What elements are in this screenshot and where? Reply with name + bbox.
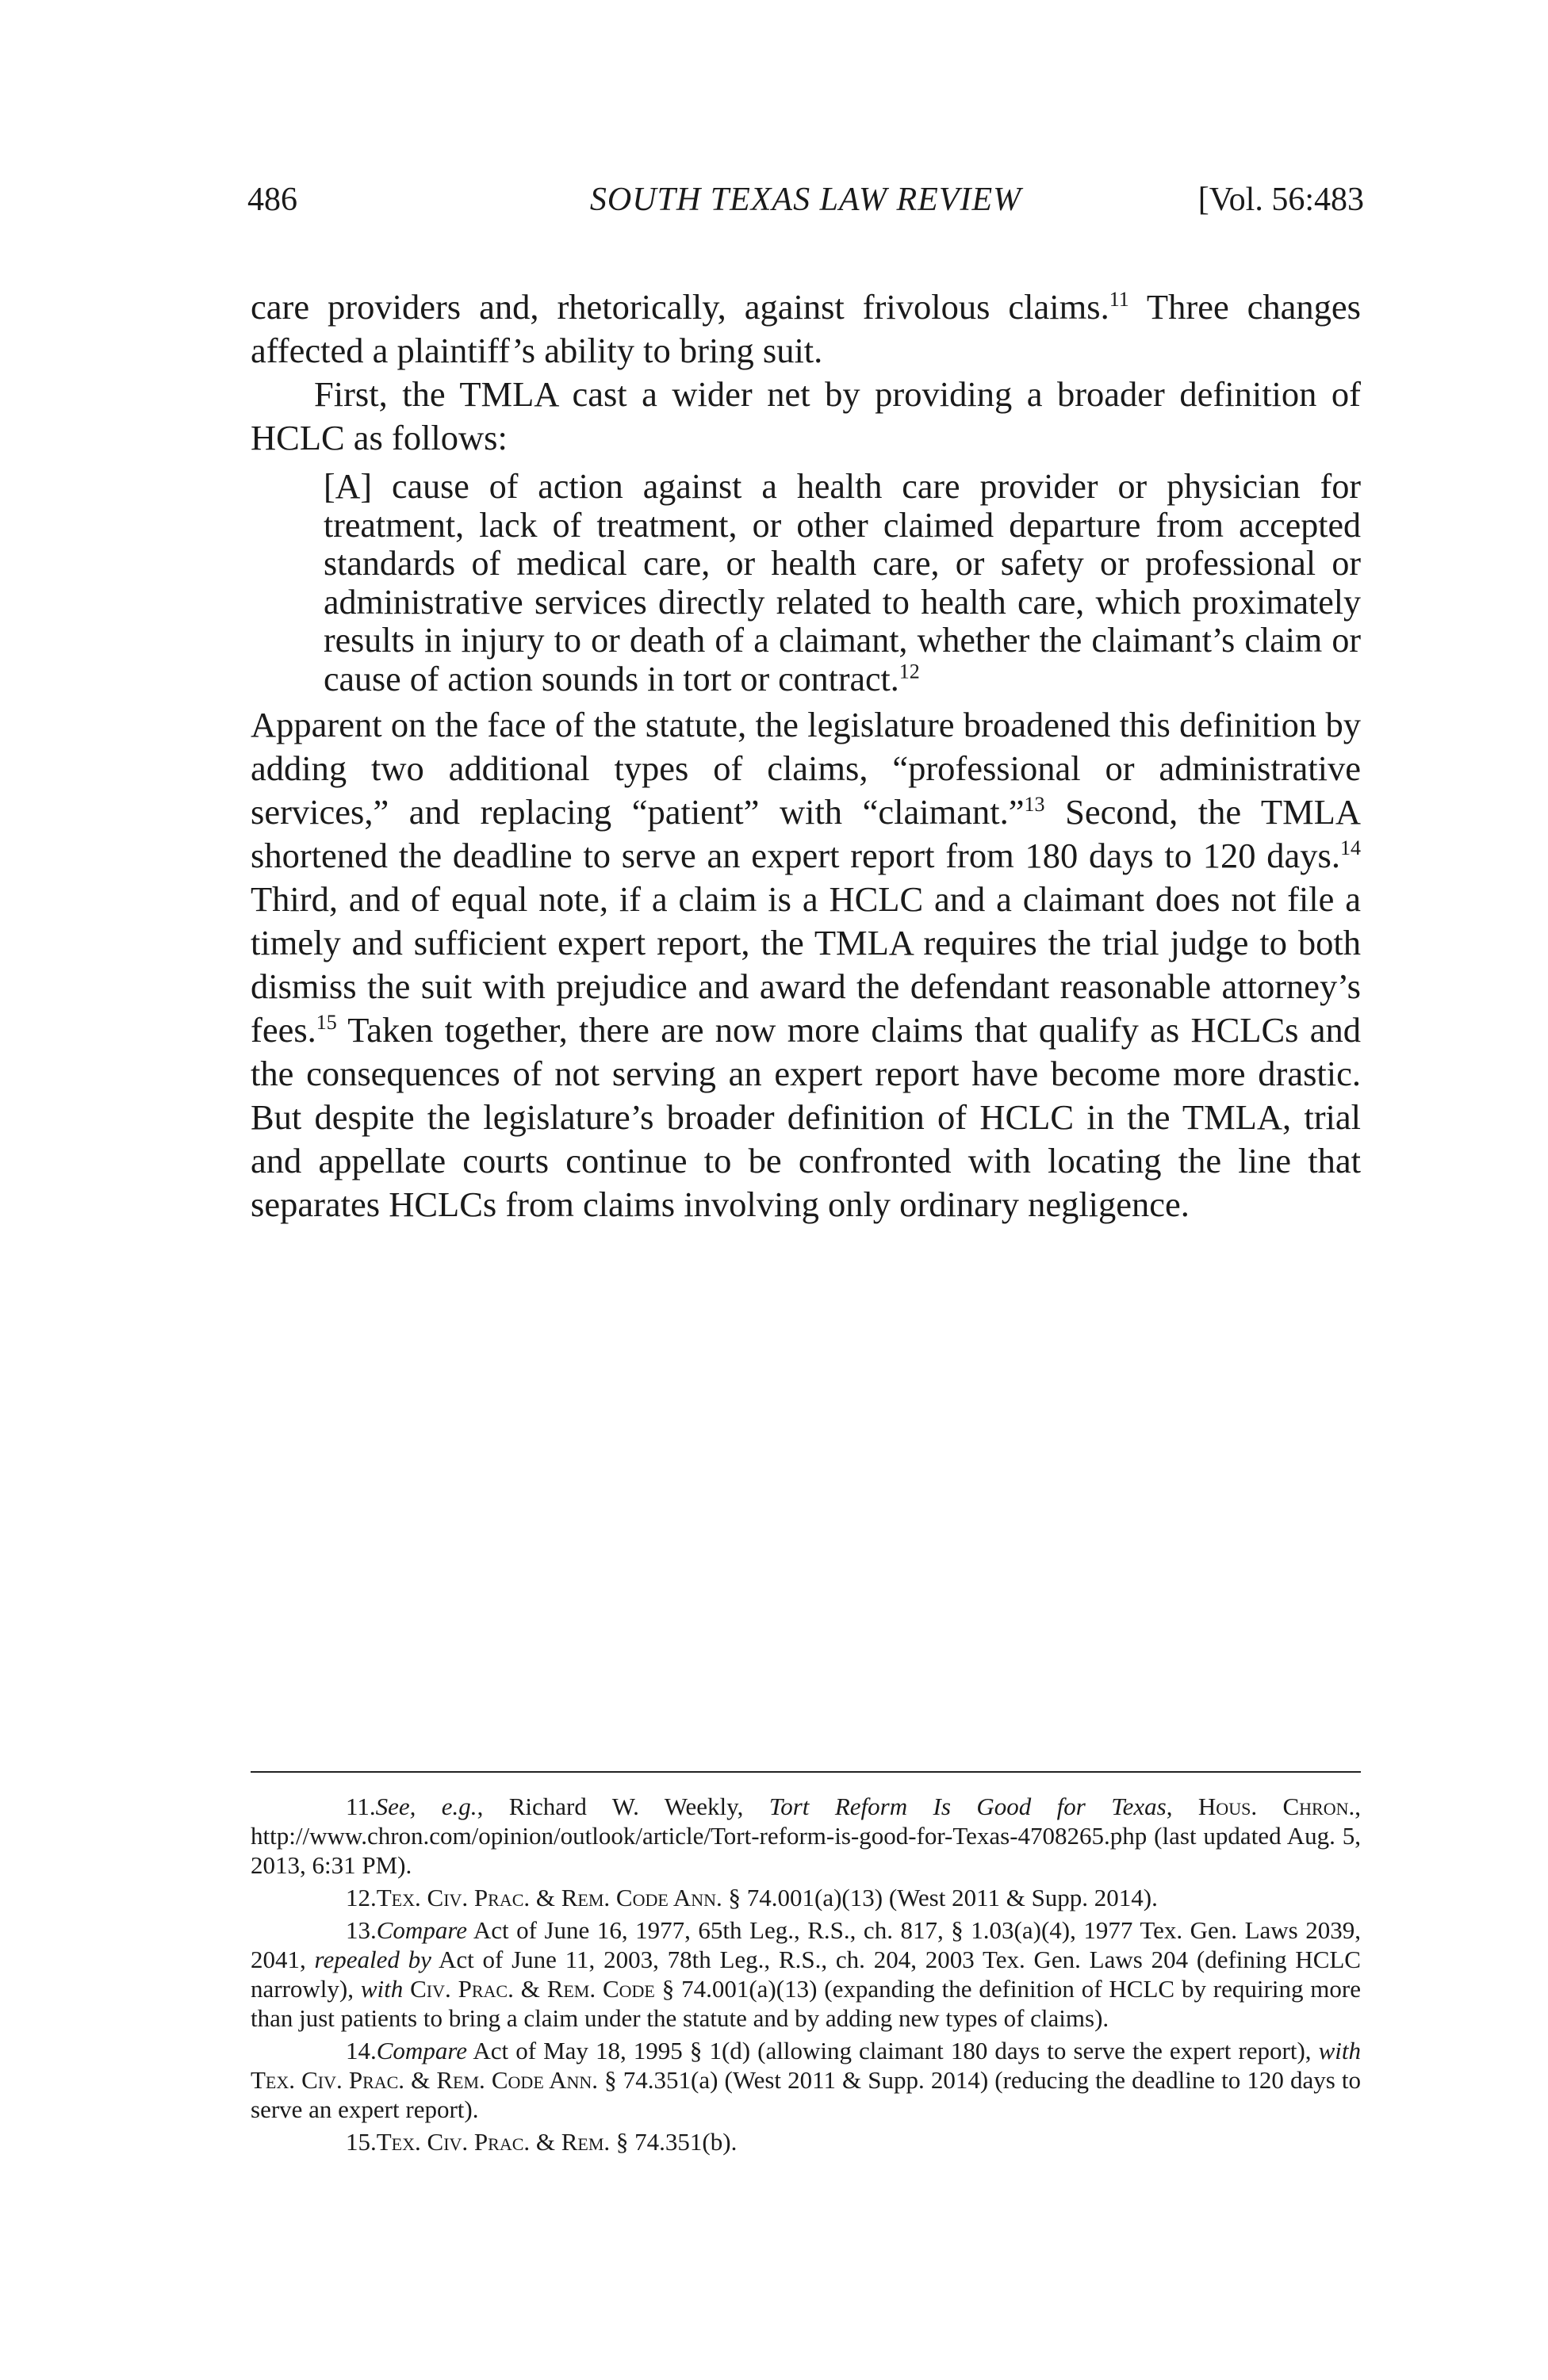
volume-citation: [Vol. 56:483 [1197, 182, 1364, 218]
page-number: 486 [247, 182, 297, 218]
footnotes [251, 1792, 1361, 2160]
footnote-text: Act of May 18, 1995 § 1(d) (allowing claimant 180 days to serve the expert report), [467, 2037, 1319, 2064]
paragraph-3-text-a: Apparent on the face of the statute, the legislature broadened this definition by adding two additional types of claims, “professional or administrative services,” and replacing “patient” with “claimant.” [251, 705, 1361, 832]
footnote-ref-12[interactable]: 12 [899, 659, 920, 683]
footnote-number: 12. [346, 1884, 377, 1911]
footnote-13 [251, 1915, 1361, 2033]
footnote-number: 14. [346, 2037, 377, 2064]
footnote-14 [251, 2036, 1361, 2124]
paragraph-3 [251, 703, 1361, 1226]
footnote-15 [251, 2127, 1361, 2156]
footnote-ref-13[interactable]: 13 [1024, 793, 1045, 817]
paragraph-3-text-b: Second, the TMLA shortened the deadline to serve an expert report from 180 days to 120 days. [251, 792, 1361, 875]
paragraph-1-text-b: Three changes affected a plaintiff’s ability to bring suit. [251, 287, 1361, 370]
footnote-divider [251, 1771, 1361, 1773]
footnote-ref-14[interactable]: 14 [1340, 836, 1361, 860]
footnote-text [403, 1975, 410, 2003]
code-citation: Tex. Civ. Prac. & Rem. Code Ann. [251, 2066, 599, 2094]
paragraph-3-text-c: Third, and of equal note, if a claim is a HCLC and a claimant does not file a timely and sufficient expert report, the TMLA requires the trial judge to both dismiss the suit with prejudice and award the defendant reasonable attorney’s fees. [251, 879, 1361, 1050]
footnote-text: § 74.001(a)(13) (West 2011 & Supp. 2014). [722, 1884, 1158, 1911]
footnote-text: Act of June 11, 2003, 78th Leg., R.S., ch. 204, 2003 Tex. Gen. Laws 204 (defining HCLC narrowly), [251, 1946, 1361, 2003]
paragraph-1-text: care providers and, rhetorically, against frivolous claims. [251, 287, 1109, 327]
footnote-text: § 74.351(a) (West 2011 & Supp. 2014) (reducing the deadline to 120 days to serve an expert report). [251, 2066, 1362, 2123]
citation-signal: Compare [376, 2037, 467, 2064]
main-text [251, 285, 1361, 1226]
publication-name: Hous. Chron. [1197, 1793, 1355, 1820]
journal-title: SOUTH TEXAS LAW REVIEW [589, 182, 1022, 218]
paragraph-3-text-d: Taken together, there are now more claims that qualify as HCLCs and the consequences of not serving an expert report have become more drastic. But despite the legislature’s broader definition of HCLC in the TMLA, trial and appellate courts continue to be confronted with locating the line that separates HCLCs from claims involving only ordinary negligence. [251, 1010, 1361, 1224]
footnote-12 [251, 1883, 1361, 1912]
citation-signal: with [360, 1975, 404, 2003]
citation-signal: Compare [376, 1916, 467, 1944]
footnote-11 [251, 1792, 1361, 1880]
footnote-ref-11[interactable]: 11 [1109, 288, 1129, 312]
article-title: Tort Reform Is Good for Texas [768, 1793, 1167, 1820]
block-quote-text: [A] cause of action against a health care provider or physician for treatment, lack of treatment, or other claimed departure from accepted standards of medical care, or health care, or safety or professional or administrative services directly related to health care, which proximately results in injury to or death of a claimant, whether the claimant’s claim or cause of action sounds in tort or contract. [324, 467, 1361, 698]
footnote-text: , http://www.chron.com/opinion/outlook/article/Tort-reform-is-good-for-Texas-4708265.php (last updated Aug. 5, 2013, 6:31 PM). [251, 1793, 1362, 1879]
footnote-text: , Richard W. Weekly, [477, 1793, 769, 1820]
footnote-text: Act of June 16, 1977, 65th Leg., R.S., ch. 817, § 1.03(a)(4), 1977 Tex. Gen. Laws 2039, 2041, [251, 1916, 1361, 1973]
footnote-text: , [1166, 1793, 1198, 1820]
block-quote [251, 468, 1361, 698]
citation-signal: with [1318, 2037, 1361, 2064]
footnote-number: 15. [346, 2128, 377, 2156]
paragraph-1 [251, 285, 1361, 373]
code-citation: Tex. Civ. Prac. & Rem. [376, 2128, 611, 2156]
footnote-number: 11. [346, 1793, 376, 1820]
paragraph-2: First, the TMLA cast a wider net by providing a broader definition of HCLC as follows: [251, 374, 1361, 457]
citation-signal: repealed by [314, 1946, 431, 1973]
citation-signal: See, e.g. [375, 1793, 477, 1820]
running-head [247, 176, 1364, 224]
code-citation: Civ. Prac. & Rem. Code [410, 1975, 655, 2003]
footnote-text: § 74.001(a)(13) (expanding the definition of HCLC by requiring more than just patients to bring a claim under the statute and by adding new types of claims). [251, 1975, 1361, 2032]
footnote-number: 13. [346, 1916, 377, 1944]
footnote-ref-15[interactable]: 15 [316, 1011, 337, 1035]
code-citation: Tex. Civ. Prac. & Rem. Code Ann. [376, 1884, 722, 1911]
footnote-text: § 74.351(b). [610, 2128, 738, 2156]
